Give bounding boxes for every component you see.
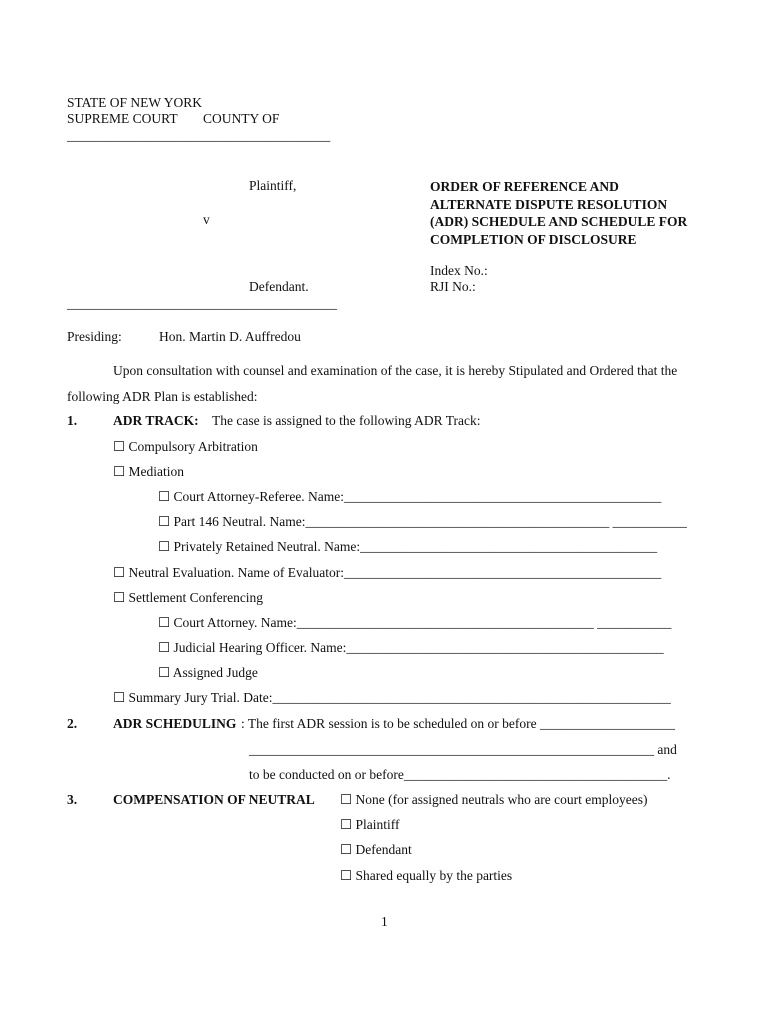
checkbox-compensation-shared[interactable]: ☐ Shared equally by the parties — [340, 868, 513, 883]
versus-label: v — [203, 212, 210, 227]
order-title — [430, 178, 720, 248]
section-1-number: 1. — [67, 413, 78, 428]
index-number-label: Index No.: — [430, 263, 488, 278]
order-title-line: ALTERNATE DISPUTE RESOLUTION — [430, 196, 668, 212]
checkbox-compulsory-arbitration[interactable]: ☐ Compulsory Arbitration — [113, 439, 258, 454]
section-2-text: : The first ADR session is to be scheduled on or before ____________________ — [241, 716, 675, 731]
checkbox-settlement-conferencing[interactable]: ☐ Settlement Conferencing — [113, 590, 264, 605]
checkbox-part-146-neutral[interactable]: ☐ Part 146 Neutral. Name:_____________________________________________ ___________ — [158, 514, 687, 529]
section-2-conducted-line: to be conducted on or before_______________________________________. — [249, 767, 671, 782]
caption-rule: ________________________________________ — [67, 296, 337, 311]
page-number: 1 — [381, 914, 388, 929]
checkbox-summary-jury-trial[interactable]: ☐ Summary Jury Trial. Date:___________________________________________________________ — [113, 690, 671, 705]
rji-number-label: RJI No.: — [430, 279, 476, 294]
section-3-heading: COMPENSATION OF NEUTRAL — [113, 792, 315, 807]
section-1-heading: ADR TRACK: — [113, 413, 199, 428]
order-title-line: ORDER OF REFERENCE AND — [430, 179, 619, 194]
state-name: STATE OF NEW YORK — [67, 95, 203, 110]
checkbox-court-attorney-referee[interactable]: ☐ Court Attorney-Referee. Name:_______________________________________________ — [158, 489, 662, 504]
section-3-number: 3. — [67, 792, 78, 807]
checkbox-neutral-evaluation[interactable]: ☐ Neutral Evaluation. Name of Evaluator:_______________________________________________ — [113, 565, 662, 580]
checkbox-court-attorney[interactable]: ☐ Court Attorney. Name:____________________________________________ ___________ — [158, 615, 672, 630]
presiding-judge: Hon. Martin D. Auffredou — [159, 329, 301, 344]
section-1-text: The case is assigned to the following ADR Track: — [212, 413, 481, 428]
presiding-label: Presiding: — [67, 329, 122, 344]
checkbox-compensation-plaintiff[interactable]: ☐ Plaintiff — [340, 817, 400, 832]
section-2-number: 2. — [67, 716, 78, 731]
section-2-heading: ADR SCHEDULING — [113, 716, 237, 731]
county-blank-line: _______________________________________ — [67, 128, 331, 143]
checkbox-compensation-none[interactable]: ☐ None (for assigned neutrals who are court employees) — [340, 792, 648, 807]
checkbox-mediation[interactable]: ☐ Mediation — [113, 464, 184, 479]
intro-line-1: Upon consultation with counsel and examination of the case, it is hereby Stipulated and Ordered that the — [113, 363, 678, 378]
plaintiff-label: Plaintiff, — [249, 178, 297, 193]
order-title-line: COMPLETION OF DISCLOSURE — [430, 231, 637, 247]
court-name: SUPREME COURT — [67, 111, 178, 126]
order-title-line: (ADR) SCHEDULE AND SCHEDULE FOR — [430, 214, 688, 229]
checkbox-privately-retained-neutral[interactable]: ☐ Privately Retained Neutral. Name:____________________________________________ — [158, 539, 658, 554]
intro-line-2: following ADR Plan is established: — [67, 389, 258, 404]
checkbox-judicial-hearing-officer[interactable]: ☐ Judicial Hearing Officer. Name:_______________________________________________ — [158, 640, 664, 655]
checkbox-assigned-judge[interactable]: ☐ Assigned Judge — [158, 665, 258, 680]
county-label: COUNTY OF — [203, 111, 280, 126]
checkbox-compensation-defendant[interactable]: ☐ Defendant — [340, 842, 412, 857]
section-2-date-line: ____________________________________________________________ and — [249, 742, 677, 757]
defendant-label: Defendant. — [249, 279, 309, 294]
